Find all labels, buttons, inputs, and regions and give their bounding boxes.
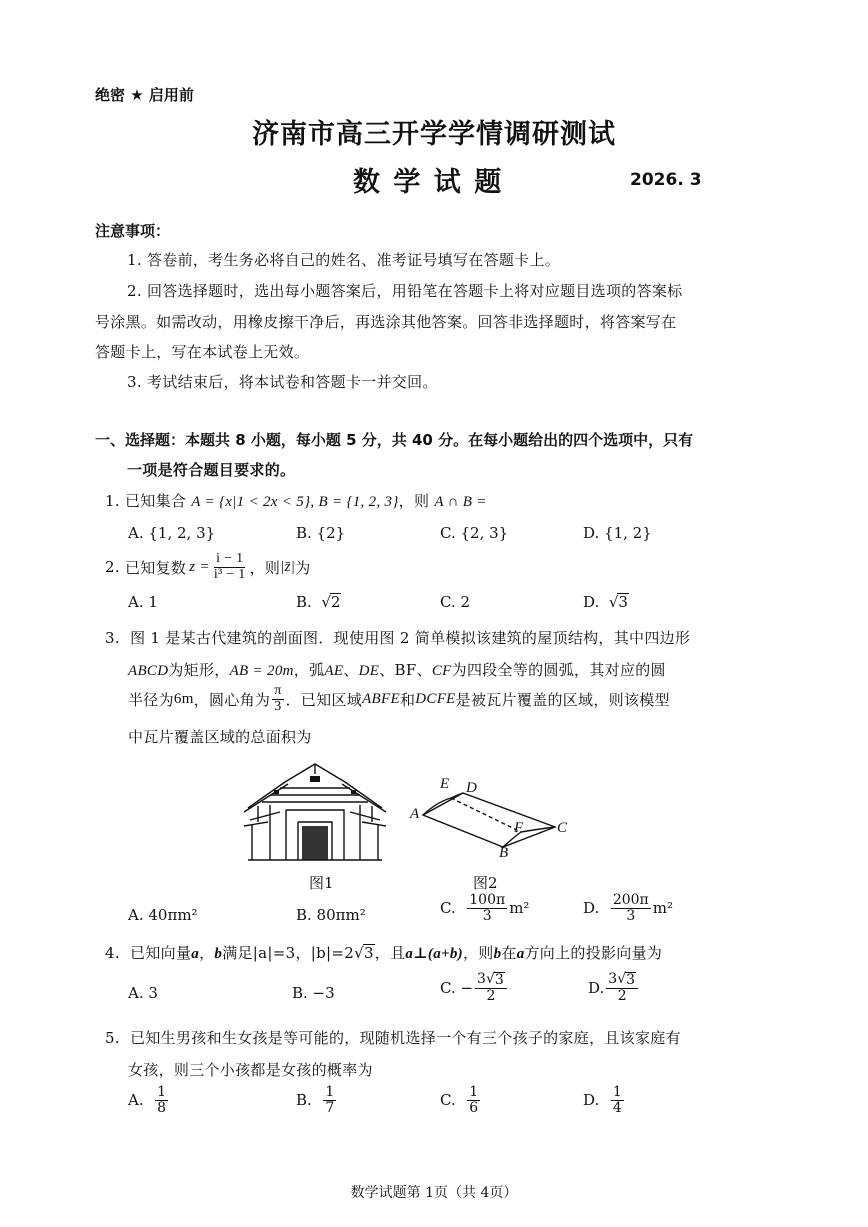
q2-option-b: B. √ 2 xyxy=(296,593,341,611)
confidential-mark: 绝密 ★ 启用前 xyxy=(95,86,194,104)
question-text: 已知复数 xyxy=(125,558,187,577)
modulus: |z̄| xyxy=(280,558,296,575)
q1-option-d: D. {1, 2} xyxy=(583,524,652,542)
exam-title: 济南市高三开学学情调研测试 xyxy=(252,119,616,150)
fraction: $\frac{\pi}{3}$ xyxy=(274,683,282,714)
set-definition: A = {x|1 < 2x < 5}, B = {1, 2, 3} xyxy=(191,494,399,510)
section-heading-cont: 一项是符合题目要求的。 xyxy=(127,461,296,479)
fraction: $\frac{1}{7}$ xyxy=(325,1084,335,1116)
question-number: 3. xyxy=(105,629,120,647)
set-expression: A ∩ B = xyxy=(434,494,487,510)
q3-option-d: D. $\frac{200\pi}{3}$ m² xyxy=(583,892,673,924)
point-label-e: E xyxy=(440,776,450,792)
q5-option-b: B. $\frac{1}{7}$ xyxy=(296,1084,335,1116)
q2-option-a: A. 1 xyxy=(128,593,158,611)
q4-option-c: C. − 3√ 3 2 xyxy=(440,972,509,1004)
question-3-line-3: 半径为 6m ，圆心角为 $\frac{\pi}{3}$ ．已知区域 ABFE 和 DCFE 是被瓦片覆盖的区域，则该模型 xyxy=(128,683,670,714)
q3-option-b: B. 80πm² xyxy=(296,906,366,924)
q2-option-d: D. √ 3 xyxy=(583,593,628,611)
q1-option-c: C. {2, 3} xyxy=(440,524,509,542)
figure-2-caption: 图2 xyxy=(473,874,498,892)
notice-item-2-cont2: 答题卡上，写在本试卷上无效。 xyxy=(95,343,310,361)
question-text: 图 1 是某古代建筑的剖面图．现使用图 2 简单模拟该建筑的屋顶结构，其中四边形 xyxy=(130,629,691,647)
fraction: $\frac{1}{4}$ xyxy=(612,1084,622,1116)
fraction: $\frac{100\pi}{3}$ xyxy=(469,892,506,924)
notice-item-2: 2. 回答选择题时，选出每小题答案后，用铅笔在答题卡上将对应题目选项的答案标 xyxy=(127,282,683,300)
exam-subject: 数 学 试 题 xyxy=(353,167,504,198)
point-label-f: F xyxy=(514,820,524,836)
question-4: 4. 已知向量a，b满足|a|=3，|b|=2√ 3 ，且a⊥(a+b)，则b在a方向上的投影向量为 xyxy=(105,944,663,962)
question-number: 4. xyxy=(105,944,120,962)
question-number: 5. xyxy=(105,1029,120,1047)
point-label-a: A xyxy=(410,806,420,822)
question-2: 2. 已知复数 z = $\frac{i - 1}{\text{i³ − 1}}$ ，则 |z̄| 为 xyxy=(105,551,311,582)
point-label-c: C xyxy=(557,820,568,836)
q4-option-a: A. 3 xyxy=(128,984,158,1002)
q3-option-a: A. 40πm² xyxy=(128,906,198,924)
question-5: 5. 已知生男孩和生女孩是等可能的，现随机选择一个有三个孩子的家庭，且该家庭有 xyxy=(105,1029,681,1047)
notice-heading: 注意事项： xyxy=(95,222,171,240)
q1-option-b: B. {2} xyxy=(296,524,346,542)
fraction: 3√ 3 2 xyxy=(475,972,507,1004)
fraction: $\frac{i - 1}{\text{i³ − 1}}$ xyxy=(213,551,246,582)
exam-date: 2026. 3 xyxy=(630,170,702,190)
building-section-figure xyxy=(240,760,390,865)
question-number: 1. xyxy=(105,492,120,510)
q5-option-a: A. $\frac{1}{8}$ xyxy=(128,1084,167,1116)
notice-item-2-cont: 号涂黑。如需改动，用橡皮擦干净后，再选涂其他答案。回答非选择题时，将答案写在 xyxy=(95,313,677,331)
q3-option-c: C. $\frac{100\pi}{3}$ m² xyxy=(440,892,530,924)
fraction: $\frac{1}{8}$ xyxy=(157,1084,167,1116)
roof-model-figure xyxy=(405,775,580,865)
q4-option-b: B. −3 xyxy=(292,984,335,1002)
question-3-line-2: ABCD为矩形，AB = 20m，弧AE、DE、BF、CF为四段全等的圆弧，其对应的圆 xyxy=(128,661,666,679)
q5-option-c: C. $\frac{1}{6}$ xyxy=(440,1084,479,1116)
question-5-line-2: 女孩，则三个小孩都是女孩的概率为 xyxy=(128,1061,373,1079)
q5-option-d: D. $\frac{1}{4}$ xyxy=(583,1084,622,1116)
q1-option-a: A. {1, 2, 3} xyxy=(128,524,216,542)
point-label-b: B xyxy=(499,845,509,861)
fraction: $\frac{1}{6}$ xyxy=(469,1084,479,1116)
figure-1-caption: 图1 xyxy=(309,874,334,892)
fraction: $\frac{200\pi}{3}$ xyxy=(612,892,649,924)
fraction: 3√ 3 2 xyxy=(606,972,638,1004)
section-heading: 一、选择题：本题共 8 小题，每小题 5 分，共 40 分。在每小题给出的四个选项中，只有 xyxy=(95,431,694,449)
question-number: 2. xyxy=(105,558,120,577)
q4-option-d: D. 3√ 3 2 xyxy=(588,972,640,1004)
question-3 xyxy=(105,627,690,648)
notice-item-1: 1. 答卷前，考生务必将自己的姓名、准考证号填写在答题卡上。 xyxy=(127,251,561,269)
z-symbol: z = xyxy=(189,558,210,575)
page-footer: 数学试题第 1页（共 4页） xyxy=(350,1185,518,1201)
question-text: 已知集合 xyxy=(125,492,187,510)
question-3-line-4: 中瓦片覆盖区域的总面积为 xyxy=(128,728,312,746)
q2-option-c: C. 2 xyxy=(440,593,471,611)
point-label-d: D xyxy=(466,780,477,796)
question-1: 1. 已知集合 A = {x|1 < 2x < 5}, B = {1, 2, 3}，则 A ∩ B = xyxy=(105,492,487,510)
notice-item-3: 3. 考试结束后，将本试卷和答题卡一并交回。 xyxy=(127,373,438,391)
